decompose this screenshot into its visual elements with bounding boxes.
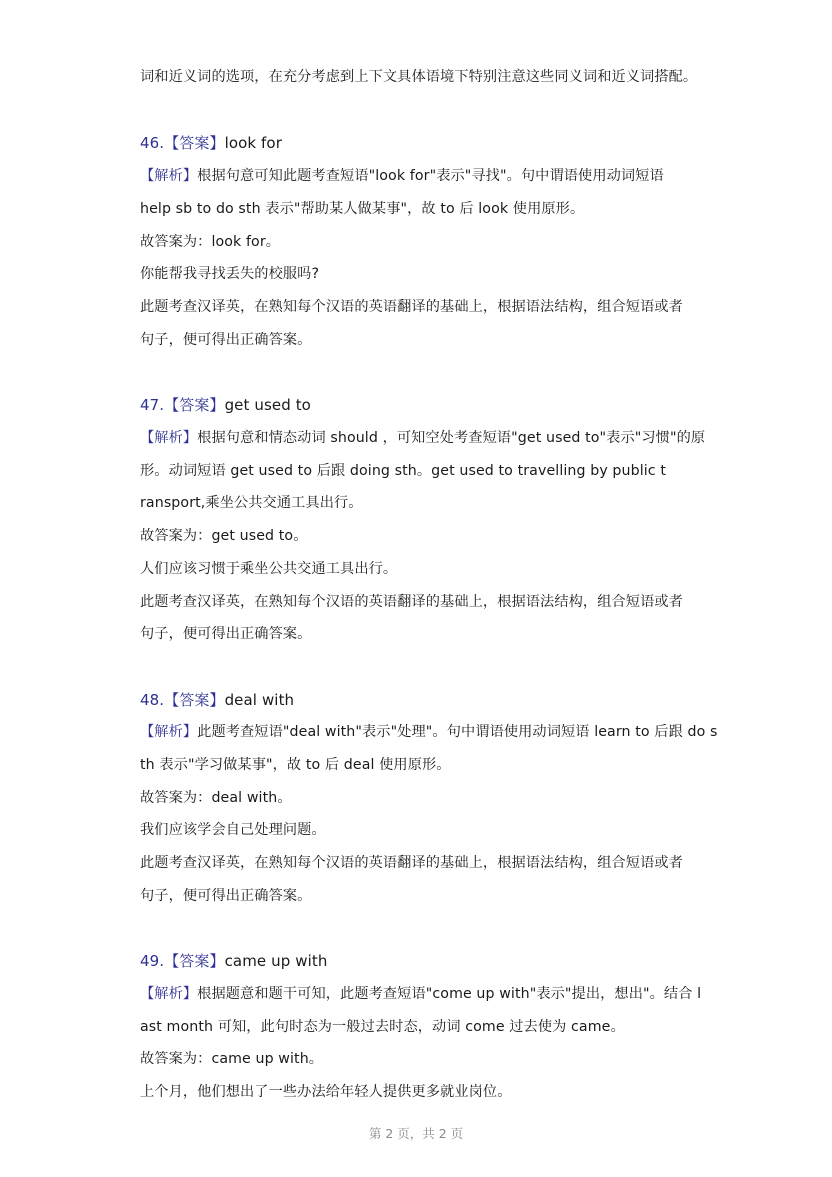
analysis-text: 根据句意可知此题考查短语"look for"表示"寻找"。句中谓语使用动词短语: [197, 168, 664, 184]
question-47-line-2: 形。动词短语 get used to 后跟 doing sth。get used to travelling by public t: [140, 463, 666, 479]
analysis-tag: 【解析】: [140, 168, 198, 184]
answer-text: look for: [224, 134, 282, 152]
question-49-line-4: 上个月，他们想出了一些办法给年轻人提供更多就业岗位。: [140, 1084, 512, 1100]
question-48-line-2: th 表示"学习做某事"，故 to 后 deal 使用原形。: [140, 757, 451, 773]
question-49-line-1: [140, 984, 700, 1004]
question-49-header: [140, 951, 700, 971]
question-46-header: [140, 133, 700, 153]
question-46-line-3: 故答案为：look for。: [140, 234, 281, 250]
question-46-line-4: 你能帮我寻找丢失的校服吗?: [140, 266, 320, 282]
question-47-line-4: 故答案为：get used to。: [140, 528, 308, 544]
analysis-tag: 【解析】: [140, 986, 198, 1002]
question-46-line-6: 句子，便可得出正确答案。: [140, 332, 312, 348]
question-46-line-5: 此题考查汉译英，在熟知每个汉语的英语翻译的基础上，根据语法结构，组合短语或者: [140, 299, 683, 315]
question-number: 46.: [140, 134, 165, 152]
answer-text: get used to: [224, 396, 311, 414]
answer-tag: 【答案】: [164, 396, 225, 414]
analysis-tag: 【解析】: [140, 724, 198, 740]
analysis-text: 此题考查短语"deal with"表示"处理"。句中谓语使用动词短语 learn to 后跟 do s: [197, 724, 718, 740]
answer-text: deal with: [224, 691, 295, 709]
answer-tag: 【答案】: [164, 691, 225, 709]
question-46-line-1: [140, 166, 700, 186]
question-46-line-2: help sb to do sth 表示"帮助某人做某事"，故 to 后 look 使用原形。: [140, 201, 585, 217]
question-47-line-5: 人们应该习惯于乘坐公共交通工具出行。: [140, 561, 398, 577]
question-48-line-1: [140, 722, 718, 742]
answer-tag: 【答案】: [164, 952, 225, 970]
question-47-line-7: 句子，便可得出正确答案。: [140, 626, 312, 642]
intro-line: 词和近义词的选项，在充分考虑到上下文具体语境下特别注意这些同义词和近义词搭配。: [140, 69, 698, 85]
question-48-line-5: 此题考查汉译英，在熟知每个汉语的英语翻译的基础上，根据语法结构，组合短语或者: [140, 855, 683, 871]
question-48-line-4: 我们应该学会自己处理问题。: [140, 822, 326, 838]
question-48-line-6: 句子，便可得出正确答案。: [140, 888, 312, 904]
question-49-line-3: 故答案为：came up with。: [140, 1051, 324, 1067]
question-47-line-6: 此题考查汉译英，在熟知每个汉语的英语翻译的基础上，根据语法结构，组合短语或者: [140, 594, 683, 610]
page-footer: 第 2 页，共 2 页: [368, 1126, 464, 1141]
analysis-text: 根据题意和题干可知，此题考查短语"come up with"表示"提出，想出"。结合 l: [197, 986, 702, 1002]
question-number: 49.: [140, 952, 165, 970]
question-48-line-3: 故答案为：deal with。: [140, 790, 292, 806]
question-48-header: [140, 690, 700, 710]
question-number: 47.: [140, 396, 165, 414]
question-47-line-3: ransport,乘坐公共交通工具出行。: [140, 495, 363, 511]
answer-text: came up with: [224, 952, 328, 970]
answer-tag: 【答案】: [164, 134, 225, 152]
question-47-line-1: [140, 428, 706, 448]
question-47-header: [140, 395, 700, 415]
question-number: 48.: [140, 691, 165, 709]
question-49-line-2: ast month 可知，此句时态为一般过去时态，动词 come 过去使为 came。: [140, 1019, 625, 1035]
analysis-tag: 【解析】: [140, 430, 198, 446]
analysis-text: 根据句意和情态动词 should ，可知空处考查短语"get used to"表示"习惯"的原: [197, 430, 706, 446]
